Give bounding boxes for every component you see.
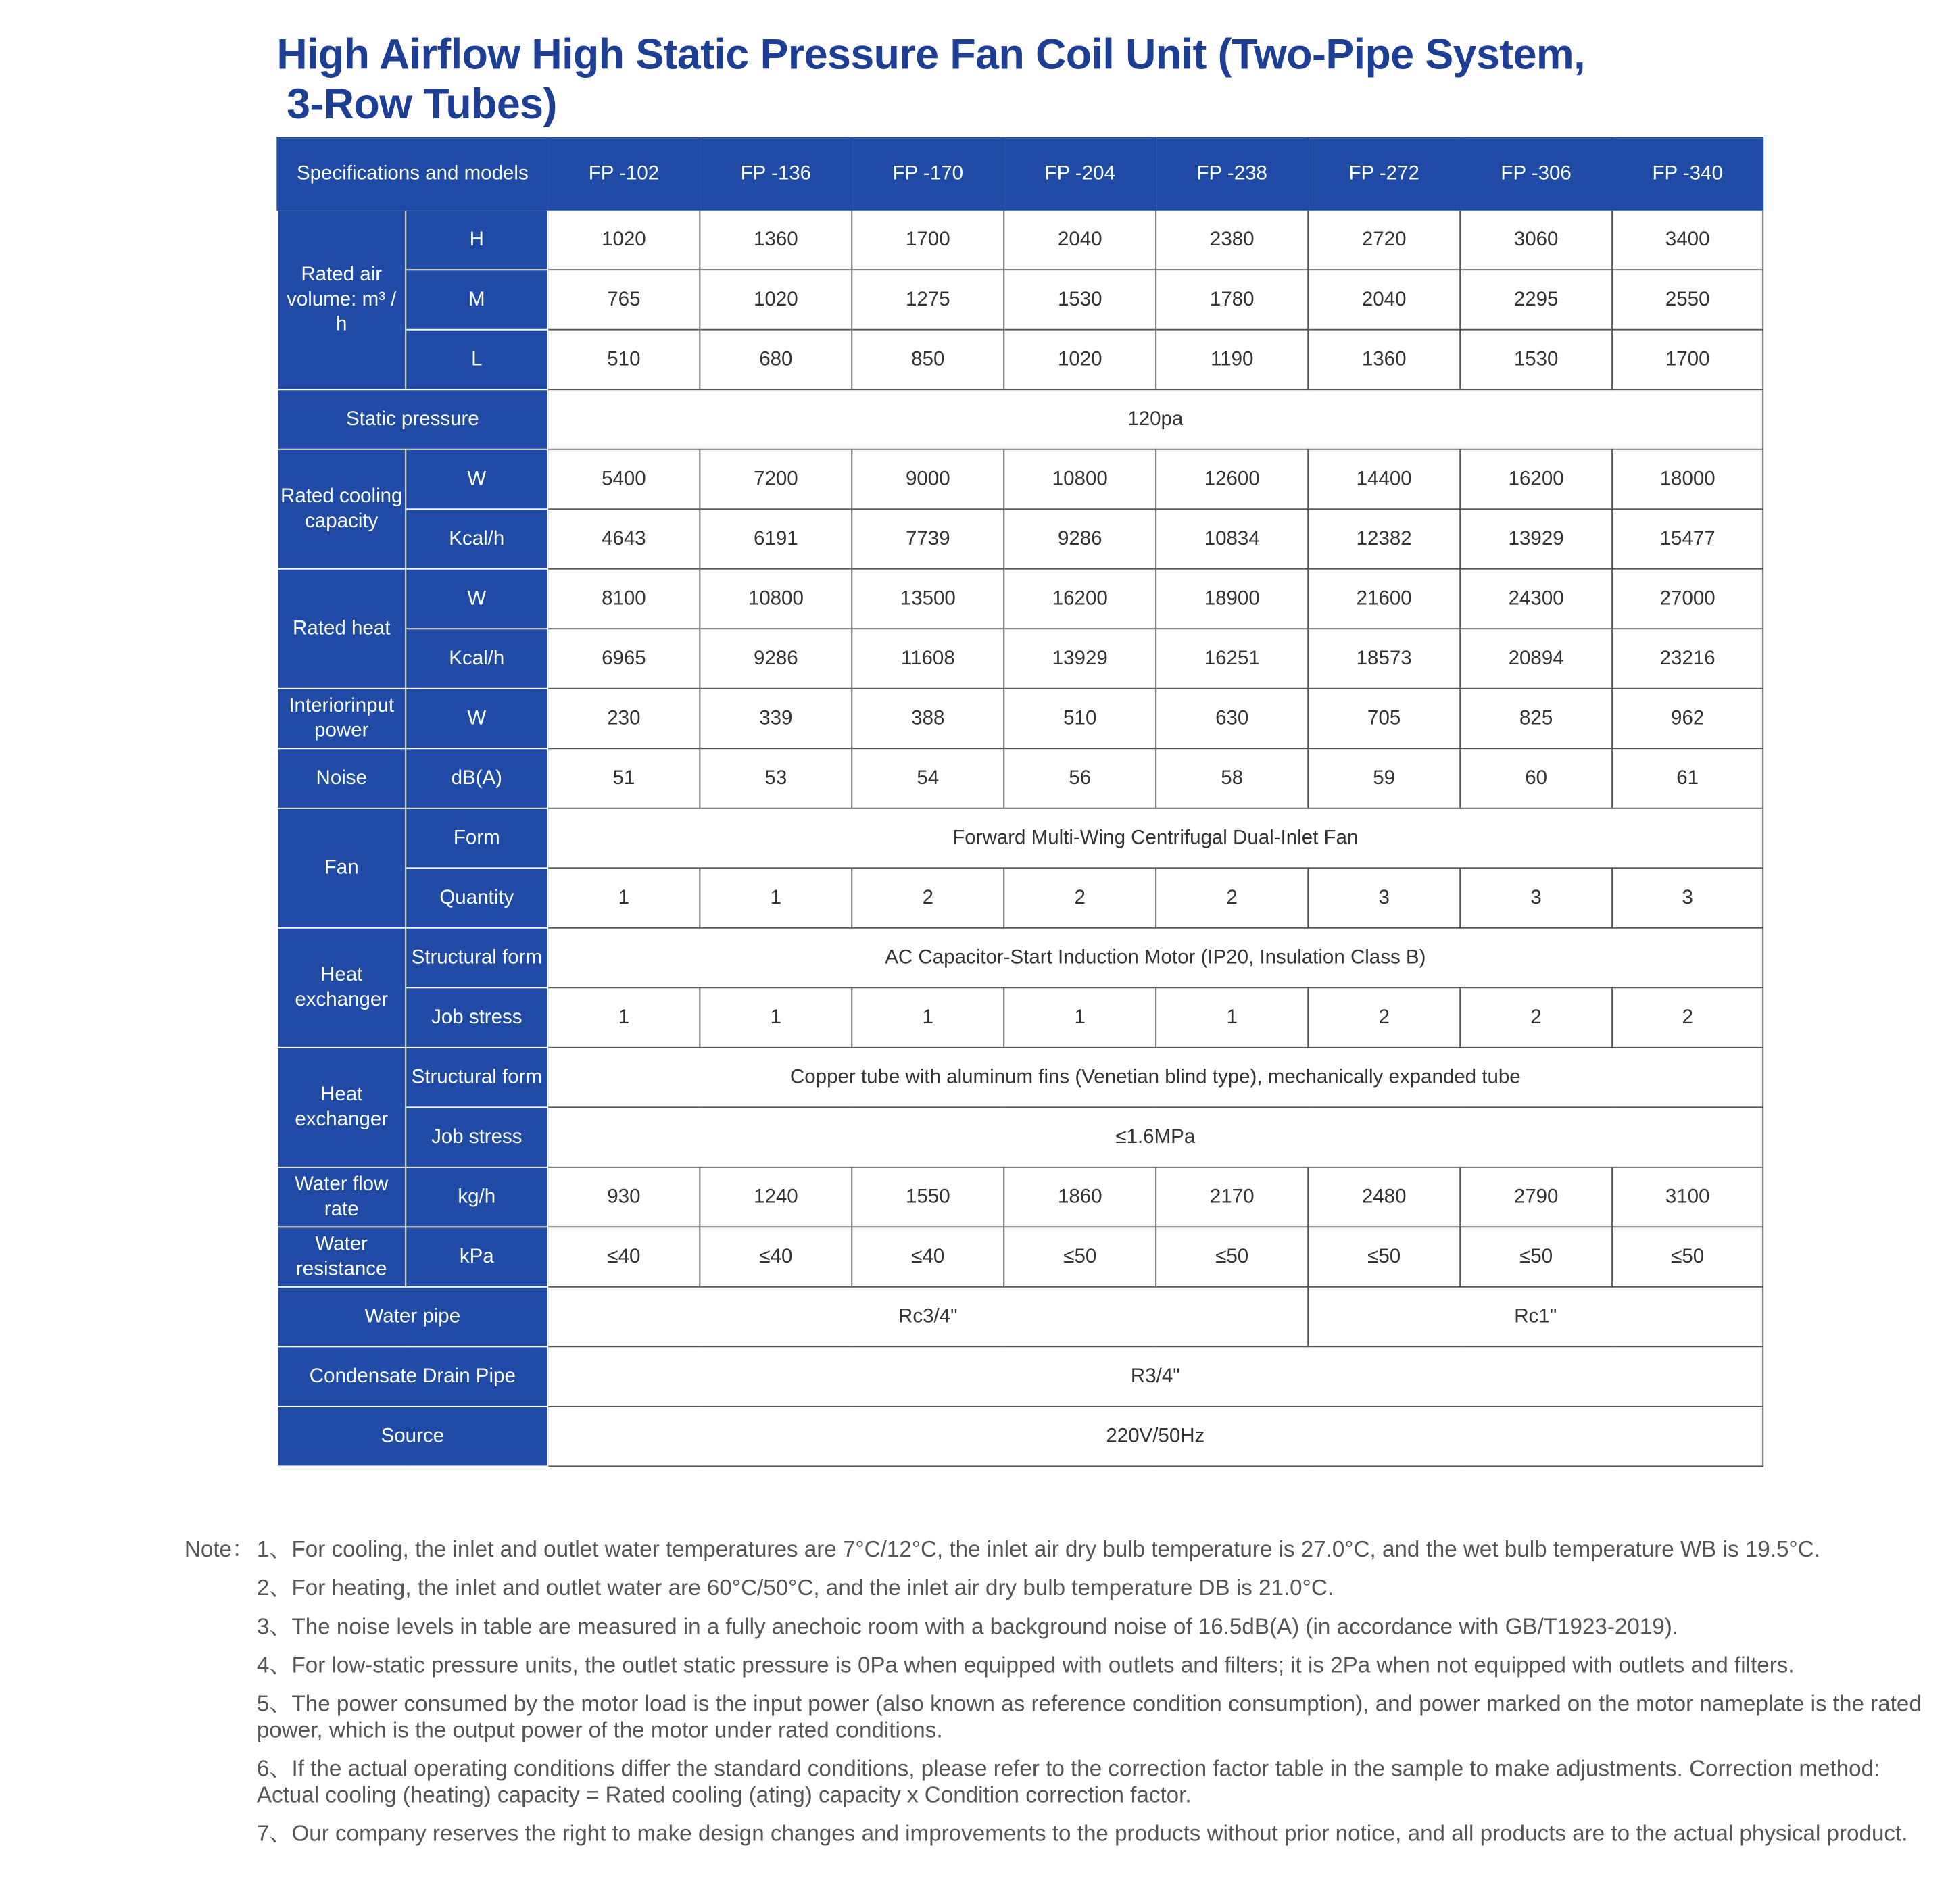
fan-form-label: Form [406,808,547,869]
cell: 1700 [1612,330,1763,390]
model-header: FP -204 [1004,138,1156,210]
cell: 6191 [700,509,852,569]
motor-structural-label: Structural form [406,928,547,988]
heat-w-label: W [406,569,547,629]
cell: 59 [1308,748,1460,808]
cell: 1700 [852,210,1004,270]
noise-label: Noise [277,748,406,808]
cell: 1860 [1004,1167,1156,1227]
model-header: FP -272 [1308,138,1460,210]
cell: 1240 [700,1167,852,1227]
input-power-row [277,689,1763,749]
cell: 825 [1460,689,1612,749]
cell: 510 [547,330,700,390]
cooling-w-label: W [406,449,547,510]
cell: 1 [547,987,700,1048]
cell: 10834 [1156,509,1308,569]
cell: 13929 [1004,629,1156,689]
cell: 9000 [852,449,1004,510]
cell: 2550 [1612,270,1763,330]
page-title [276,30,1772,130]
static-pressure-row [277,389,1763,449]
cooling-kcal-label: Kcal/h [406,509,547,569]
cell: 2 [1612,987,1763,1048]
air-volume-m-label: M [406,270,547,330]
fan-form-row [277,808,1763,869]
spec-header-label: Specifications and models [277,138,547,210]
cell: 20894 [1460,629,1612,689]
motor-job-stress-row [277,987,1763,1048]
cell: 2295 [1460,270,1612,330]
model-header: FP -170 [852,138,1004,210]
motor-job-stress-label: Job stress [406,987,547,1048]
exchanger-structural-value: Copper tube with aluminum fins (Venetian blind type), mechanically expanded tube [547,1048,1763,1108]
drain-pipe-row [277,1346,1763,1407]
drain-pipe-label: Condensate Drain Pipe [277,1346,547,1407]
cell: 1530 [1004,270,1156,330]
cell: 60 [1460,748,1612,808]
cell: 2 [1460,987,1612,1048]
note-item: 1、For cooling, the inlet and outlet water temperatures are 7°C/12°C, the inlet air dry bulb temperature is 27.0°C, and the wet bulb temperature WB is 19.5°C. [256,1536,1820,1562]
cell: 1360 [1308,330,1460,390]
water-flow-label: Water flow rate [277,1167,406,1227]
cell: 10800 [1004,449,1156,510]
notes-list [257,1537,1939,1860]
cell: 10800 [700,569,852,629]
water-pipe-value-b: Rc1" [1308,1287,1763,1347]
motor-structural-value: AC Capacitor-Start Induction Motor (IP20, Insulation Class B) [547,928,1763,988]
exchanger-job-stress-value: ≤1.6MPa [547,1107,1763,1167]
air-volume-h-row [277,210,1763,270]
water-resistance-label: Water resistance [277,1227,406,1287]
water-resistance-row [277,1227,1763,1287]
cell: 1 [1004,987,1156,1048]
cell: 14400 [1308,449,1460,510]
cell: 61 [1612,748,1763,808]
cell: 2380 [1156,210,1308,270]
note-item: 7、Our company reserves the right to make design changes and improvements to the products without prior notice, and all products are to the actual physical product. [256,1820,1908,1846]
cell: 11608 [852,629,1004,689]
static-pressure-label: Static pressure [277,389,547,449]
cell: 24300 [1460,569,1612,629]
cell: 54 [852,748,1004,808]
cell: 18900 [1156,569,1308,629]
cell: ≤40 [852,1227,1004,1287]
cell: 5400 [547,449,700,510]
cooling-label: Rated cooling capacity [277,449,406,569]
cell: 1550 [852,1167,1004,1227]
air-volume-m-row [277,270,1763,330]
cell: 1 [700,868,852,928]
fan-quantity-label: Quantity [406,868,547,928]
cell: 15477 [1612,509,1763,569]
water-flow-row [277,1167,1763,1227]
note-item: 4、For low-static pressure units, the outlet static pressure is 0Pa when equipped with outlets and filters; it is 2Pa when not equipped with outlets and filters. [256,1653,1795,1678]
cell: 510 [1004,689,1156,749]
cell: 230 [547,689,700,749]
cell: 3060 [1460,210,1612,270]
cell: 4643 [547,509,700,569]
model-header: FP -136 [700,138,852,210]
drain-pipe-value: R3/4" [547,1346,1763,1407]
cell: 27000 [1612,569,1763,629]
air-volume-l-label: L [406,330,547,390]
cell: 3 [1612,868,1763,928]
cell: 16251 [1156,629,1308,689]
cell: 2790 [1460,1167,1612,1227]
cell: 1020 [547,210,700,270]
cell: 58 [1156,748,1308,808]
noise-unit: dB(A) [406,748,547,808]
water-resistance-unit: kPa [406,1227,547,1287]
source-value: 220V/50Hz [547,1407,1763,1467]
cell: 388 [852,689,1004,749]
cooling-w-row [277,449,1763,510]
cell: 1530 [1460,330,1612,390]
heat-label: Rated heat [277,569,406,689]
motor-structural-row [277,928,1763,988]
specification-table [276,137,1763,1467]
cell: 1275 [852,270,1004,330]
note-item: 3、The noise levels in table are measured in a fully anechoic room with a background noise of 16.5dB(A) (in accordance with GB/T1923-2019). [256,1613,1679,1639]
cell: 3400 [1612,210,1763,270]
title-line-2: 3-Row Tubes) [287,80,557,128]
cell: 8100 [547,569,700,629]
water-flow-unit: kg/h [406,1167,547,1227]
cell: 1 [1156,987,1308,1048]
exchanger-job-stress-row [277,1107,1763,1167]
cell: 1190 [1156,330,1308,390]
cell: 56 [1004,748,1156,808]
cell: 18573 [1308,629,1460,689]
cell: 13500 [852,569,1004,629]
cell: 850 [852,330,1004,390]
note-item: 2、For heating, the inlet and outlet water are 60°C/50°C, and the inlet air dry bulb temperature DB is 21.0°C. [256,1575,1334,1601]
cell: 1780 [1156,270,1308,330]
cell: 2 [1004,868,1156,928]
input-power-unit: W [406,689,547,749]
water-pipe-row [277,1287,1763,1347]
water-pipe-value-a: Rc3/4" [547,1287,1308,1347]
exchanger-structural-label: Structural form [406,1048,547,1108]
cell: 9286 [1004,509,1156,569]
cell: ≤40 [700,1227,852,1287]
cell: 16200 [1004,569,1156,629]
cell: 680 [700,330,852,390]
cell: 13929 [1460,509,1612,569]
air-volume-label: Rated air volume: m³ / h [277,210,406,390]
cell: 930 [547,1167,700,1227]
cooling-kcal-row [277,509,1763,569]
cell: 1020 [700,270,852,330]
water-pipe-label: Water pipe [277,1287,547,1347]
model-header: FP -238 [1156,138,1308,210]
cell: 339 [700,689,852,749]
cell: 2040 [1308,270,1460,330]
cell: 3100 [1612,1167,1763,1227]
cell: 7739 [852,509,1004,569]
model-header-row [277,138,1763,210]
cell: ≤50 [1004,1227,1156,1287]
fan-quantity-row [277,868,1763,928]
cell: 6965 [547,629,700,689]
static-pressure-value: 120pa [547,389,1763,449]
cell: 2170 [1156,1167,1308,1227]
cell: 1 [700,987,852,1048]
noise-row [277,748,1763,808]
cell: 2720 [1308,210,1460,270]
exchanger-label: Heat exchanger [277,1048,406,1167]
exchanger-job-stress-label: Job stress [406,1107,547,1167]
heat-w-row [277,569,1763,629]
cell: 2040 [1004,210,1156,270]
cell: 21600 [1308,569,1460,629]
source-row [277,1407,1763,1467]
fan-label: Fan [277,808,406,928]
cell: ≤50 [1308,1227,1460,1287]
source-label: Source [277,1407,547,1467]
model-header: FP -340 [1612,138,1763,210]
motor-label: Heat exchanger [277,928,406,1048]
air-volume-h-label: H [406,210,547,270]
cell: 18000 [1612,449,1763,510]
cell: 16200 [1460,449,1612,510]
cell: 2 [852,868,1004,928]
cell: 765 [547,270,700,330]
cell: 51 [547,748,700,808]
exchanger-structural-row [277,1048,1763,1108]
cell: 3 [1460,868,1612,928]
note-item: 5、The power consumed by the motor load is the input power (also known as reference condition consumption), and power marked on the motor nameplate is the rated power, which is the output power of the motor under rated conditions. [256,1691,1922,1742]
cell: 705 [1308,689,1460,749]
input-power-label: Interiorinput power [277,689,406,749]
cell: 2 [1308,987,1460,1048]
cell: 2 [1156,868,1308,928]
cell: 1 [547,868,700,928]
cell: 12600 [1156,449,1308,510]
heat-kcal-label: Kcal/h [406,629,547,689]
fan-form-value: Forward Multi-Wing Centrifugal Dual-Inlet Fan [547,808,1763,869]
cell: 53 [700,748,852,808]
cell: 2480 [1308,1167,1460,1227]
cell: ≤50 [1612,1227,1763,1287]
air-volume-l-row [277,330,1763,390]
cell: ≤50 [1460,1227,1612,1287]
model-header: FP -306 [1460,138,1612,210]
notes-label: Note： [184,1536,255,1562]
cell: 1360 [700,210,852,270]
cell: 1 [852,987,1004,1048]
model-header: FP -102 [547,138,700,210]
cell: 962 [1612,689,1763,749]
cell: 9286 [700,629,852,689]
note-item: 6、If the actual operating conditions differ the standard conditions, please refer to the correction factor table in the sample to make adjustments. Correction method: Actual cooling (heating) capacity = Rated cooling (ating) capacity x Condition correction factor. [256,1756,1880,1807]
cell: 7200 [700,449,852,510]
cell: ≤50 [1156,1227,1308,1287]
cell: ≤40 [547,1227,700,1287]
cell: 630 [1156,689,1308,749]
heat-kcal-row [277,629,1763,689]
cell: 23216 [1612,629,1763,689]
cell: 12382 [1308,509,1460,569]
cell: 3 [1308,868,1460,928]
title-line-1: High Airflow High Static Pressure Fan Coil Unit (Two-Pipe System, [276,31,1585,79]
cell: 1020 [1004,330,1156,390]
